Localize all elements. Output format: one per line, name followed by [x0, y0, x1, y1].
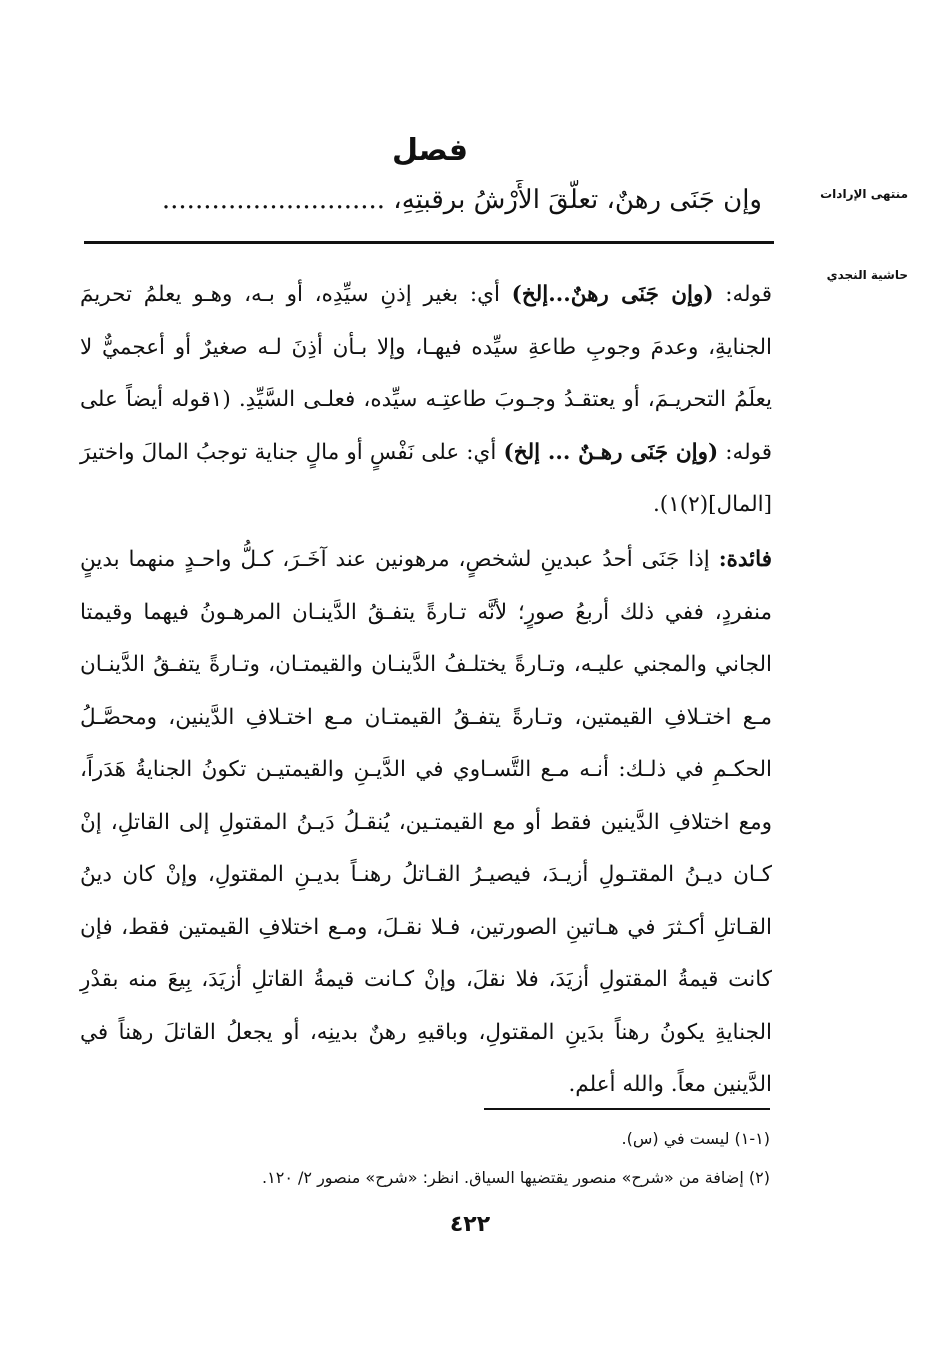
commentary-text-2: (١قوله أيضاً على قوله:: [80, 387, 773, 465]
footnote-1: (١-١) ليست في (س).: [621, 1129, 770, 1148]
benefit-text: إذا جَنَى أحدُ عبدينِ لشخصٍ، مرهونين عند آخَـرَ، كـلُّ واحـدٍ منهما بدينٍ منفردٍ، ففي ذلك أربعُ صورٍ؛ لأنَّه تـارةً يتفـقُ الدَّينـان المرهـونُ فيهما وقيمتا الجاني والمجني عليـه، وتـارةً يختلـفُ الدَّينـان والقيمتـان، وتـارةً يتفـقُ الدَّينـان مـع اختـلافِ القيمتين، وتـارةً يتفـقُ القيمتـان مـع اختـلافِ الدَّينين، ومحصَّـلُ الحكـمِ في ذلـك: أنـه مـع التَّسـاوي في الدَّيـنِ والقيمتيـن تكونُ الجنايةُ هَدَراً، ومع اختلافِ الدَّينين فقط أو مع القيمتـين، يُنقـلُ دَيـنُ المقتولِ إلى القاتلِ، إنْ كـان ديـنُ المقتـولِ أزيـدَ، فيصيـرُ القـاتلُ رهنـاً بديـنِ المقتولِ، وإنْ كان دينُ القـاتلِ أكـثرَ في هـاتينِ الصورتين، فـلا نقـلَ، ومـع اختلافِ القيمتين فقط، فإن كانت قيمةُ المقتولِ أزيَدَ، فلا نقلَ، وإنْ كـانت قيمةُ القاتلِ أزيَدَ، بِيعَ منه بقدْرِ الجنايةِ يكونُ رهناً بدَينِ المقتولِ، وباقيهِ رهنٌ بدينِه، أو يجعلُ القاتلَ رهناً في الدَّينين معاً. والله أعلم.: [80, 547, 772, 1097]
commentary-text: أي: بغير إذنِ سيِّدِه، أو بـه، وهـو يعلمُ تحريمَ الجنايةِ، وعدمَ وجوبِ طاعةِ سيِّده فيهـا، وإلا بـأن أذِنَ لـه صغيرٌ أو أعجميٌّ لا يعلَمُ التحريـمَ، أو يعتقـدُ وجـوبَ طاعتِـه سيِّده، فعلـى السَّيِّدِ.: [80, 282, 772, 412]
page-number: ٤٢٢: [449, 1212, 491, 1237]
commentary-lead: قوله:: [713, 282, 772, 307]
section-title: فصل: [392, 133, 468, 168]
margin-label-hashiya: حاشية النجدي: [826, 268, 908, 282]
footnote-2: (٢) إضافة من «شرح» منصور يقتضيها السياق. انظر: «شرح» منصور ٢/ ١٢٠.: [262, 1168, 770, 1187]
benefit-heading: فائدة:: [718, 547, 772, 572]
quoted-matn: (وإن جَنَى رهنٌ...إلخ): [511, 282, 714, 307]
commentary-text-3: أي: على نَفْسٍ أو مالٍ جناية توجبُ المالَ واختيرَ [المال](٢)١).: [80, 439, 772, 517]
divider-rule: [84, 241, 774, 244]
footnote-rule: [484, 1108, 770, 1110]
margin-label-muntaha: منتهى الإرادات: [820, 187, 908, 201]
quoted-matn-2: (وإن جَنَى رهـنٌ ... إلخ): [503, 439, 719, 465]
matn-text: وإن جَنَى رهنٌ، تعلَّقَ الأَرْشُ برقبتِهِ، ...........................: [161, 185, 762, 215]
commentary-paragraph: [80, 269, 772, 532]
benefit-paragraph: [80, 534, 772, 1112]
